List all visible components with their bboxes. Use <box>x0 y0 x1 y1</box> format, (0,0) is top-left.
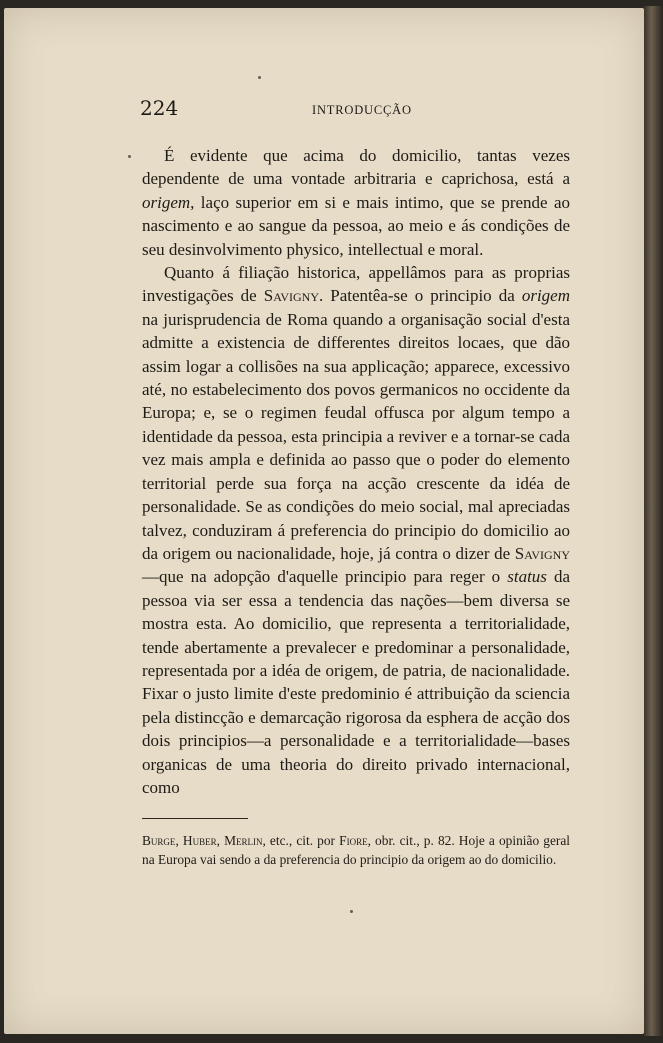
running-head: INTRODUCÇÃO <box>312 103 412 117</box>
text-run: , obr. cit., p. 82. Hoje a opinião geral na Europa vai sendo a da preferencia do principio da origem ao do domicilio. <box>142 833 571 867</box>
text-run: —que na adopção d'aquelle principio para reger o <box>142 567 508 587</box>
text-run: na jurisprudencia de Roma quando a organisação social d'esta admitte a existencia de differentes direitos locaes, que dão assim logar a collisões na sua applicação; apparece, excessivo até, no estabelecimento dos povos germanicos no occidente da Europa; e, se o regimen feudal offusca por algum tempo a identidade da pessoa, esta principia a reviver e a tornar-se cada vez mais ampla e definida ao passo que o poder do elemento territorial perde sua força na acção crescente da idéa de personalidade. Se as condições do meio social, mal apreciadas talvez, conduziram á preferencia do principio do domicilio ao da origem ou nacionalidade, hoje, já contra o dizer de <box>142 309 570 563</box>
page-number: 224 <box>140 96 179 120</box>
text-run: Savigny <box>263 286 319 306</box>
text-run: , laço superior em si e mais intimo, que se prende ao nascimento e ao sangue da pessoa, ao meio e ás condições de seu desinvolvimento physico, intellectual e moral. <box>142 192 570 259</box>
ink-speck <box>128 155 131 158</box>
text-run: status <box>507 567 547 587</box>
text-run: Fiore <box>339 833 368 848</box>
text-run: Huber <box>182 833 217 848</box>
text-run: origem <box>521 286 571 306</box>
text-run: É evidente que acima do domicilio, tantas vezes dependente de uma vontade arbitraria e caprichosa, está a <box>142 146 570 189</box>
footnote <box>142 832 570 869</box>
paragraph <box>142 144 570 261</box>
text-run: , <box>216 833 225 848</box>
text-run: . Patentêa-se o principio da <box>318 286 522 306</box>
ink-speck <box>258 76 261 79</box>
ink-speck <box>350 910 353 913</box>
page-header <box>140 96 570 126</box>
text-run: Merlin <box>224 833 263 848</box>
text-run: Quanto á filiação historica, appellâmos para as proprias investigações de <box>142 263 570 306</box>
text-run: Savigny <box>514 543 570 563</box>
text-run: , etc., cit. por <box>262 833 340 848</box>
text-run: da pessoa via ser essa a tendencia das nações—bem diversa se mostra esta. Ao domicilio, que representa a territorialidade, tende abertamente a prevalecer e predominar a personalidade, representada por a idéa de origem, de patria, de nacionalidade. Fixar o justo limite d'este predominio é attribuição da sciencia pela distincção e demarcação rigorosa da esphera de acção dos dois principios—a personalidade e a territorialidade—bases organicas de uma theoria do direito privado internacional, como <box>142 567 571 797</box>
paragraph <box>142 261 570 799</box>
body-text <box>142 144 570 799</box>
text-run: , <box>175 833 183 848</box>
text-run: origem <box>142 192 191 212</box>
footnote-rule <box>142 818 248 819</box>
text-run: Burge <box>142 833 176 848</box>
book-edge <box>644 6 663 1036</box>
